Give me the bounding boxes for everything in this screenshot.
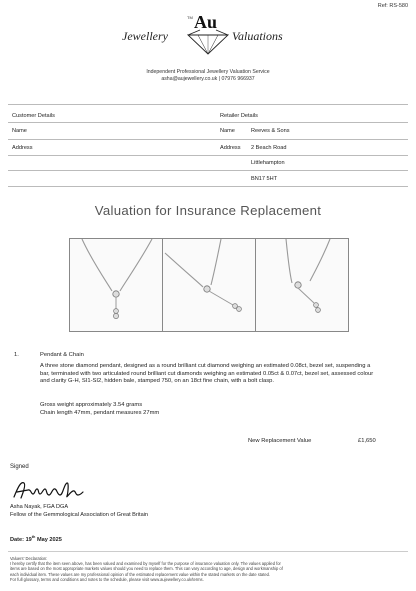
valuers-declaration: [10, 556, 406, 582]
retailer-address-line-3: BN17 5HT: [251, 176, 278, 182]
valuer-fellowship: Fellow of the Gemmological Association of Great Britain: [10, 512, 149, 518]
divider: [8, 104, 408, 105]
customer-address-label: Address: [12, 145, 33, 151]
divider: [8, 170, 408, 171]
divider: [8, 155, 408, 156]
divider: [8, 186, 408, 187]
item-description: A three stone diamond pendant, designed as a round brilliant cut diamond weighing an estimated 0.08ct, bezel set, suspending a bar, terminated with two articulated round brilliant cut diamonds weighing an estimated 0.05ct & 0.07ct, bezel set, assessed colour and clarity G-H, SI1-SI2, hidden bale, stamped 750, on an 18ct fine chain, with a bolt clasp.: [40, 363, 374, 385]
retailer-address-line-1: 2 Beach Road: [251, 145, 287, 151]
contact-line: asha@aujewellery.co.uk | 07976 966937: [161, 76, 255, 82]
pendant-photo: [69, 238, 163, 332]
declaration-heading: Valuers' Declaration:: [10, 556, 48, 561]
retailer-address-label: Address: [220, 145, 241, 151]
brand-monogram: Au: [194, 12, 218, 32]
retailer-heading: Retailer Details: [220, 113, 258, 119]
declaration-line: items are based on the most appropriate markets values should you need to replace them. This can vary according to age, design and workmanship of: [10, 566, 283, 572]
document-title: Valuation for Insurance Replacement: [94, 203, 322, 218]
retailer-address-line-2: Littlehampton: [251, 160, 285, 166]
signed-label: Signed: [10, 464, 29, 470]
item-title: Pendant & Chain: [40, 352, 84, 358]
valuer-name: Asha Nayak, FGA DGA: [10, 504, 69, 510]
customer-name-label: Name: [12, 128, 27, 134]
replacement-value: £1,650: [358, 438, 376, 444]
date-label: Date:: [10, 536, 24, 543]
service-info: [0, 69, 416, 83]
service-line: Independent Professional Jewellery Valuation Service: [146, 69, 270, 75]
date-month-year: May 2025: [36, 536, 62, 543]
customer-heading: Customer Details: [12, 113, 55, 119]
brand-trademark: TM: [187, 15, 193, 20]
item-number: 1.: [14, 352, 19, 358]
brand-right-word: Valuations: [232, 29, 283, 43]
divider: [8, 139, 408, 140]
pendant-photo: [255, 238, 349, 332]
retailer-name-label: Name: [220, 128, 235, 134]
declaration-line: I hereby certify that the item seen above, has been valued and examined by myself for the purpose of insurance valuation only. The values applied for: [10, 561, 281, 567]
date-day: 19: [25, 536, 32, 543]
brand-left-word: Jewellery: [122, 29, 168, 43]
declaration-line: For full glossary, terms and conditions and notes to the schedule, please visit www.aujewellery.co.uk/terms.: [10, 576, 204, 582]
declaration-line: each individual item. These values are my professional opinion of the estimated replacement value within the stated markets on the date stated.: [10, 571, 271, 577]
gross-weight: Gross weight approximately 3.54 grams: [40, 402, 143, 408]
retailer-name-value: Reeves & Sons: [251, 128, 290, 134]
handwritten-signature: [12, 477, 84, 503]
reference-number: Ref: RS-580: [377, 3, 408, 9]
divider: [8, 551, 408, 552]
pendant-photo: [162, 238, 256, 332]
chain-length: Chain length 47mm, pendant measures 27mm: [40, 410, 160, 416]
valuation-date: [10, 535, 62, 543]
divider: [8, 122, 408, 123]
replacement-value-label: New Replacement Value: [248, 438, 312, 444]
date-suffix: th: [31, 535, 36, 539]
brand-logo: [0, 13, 416, 53]
